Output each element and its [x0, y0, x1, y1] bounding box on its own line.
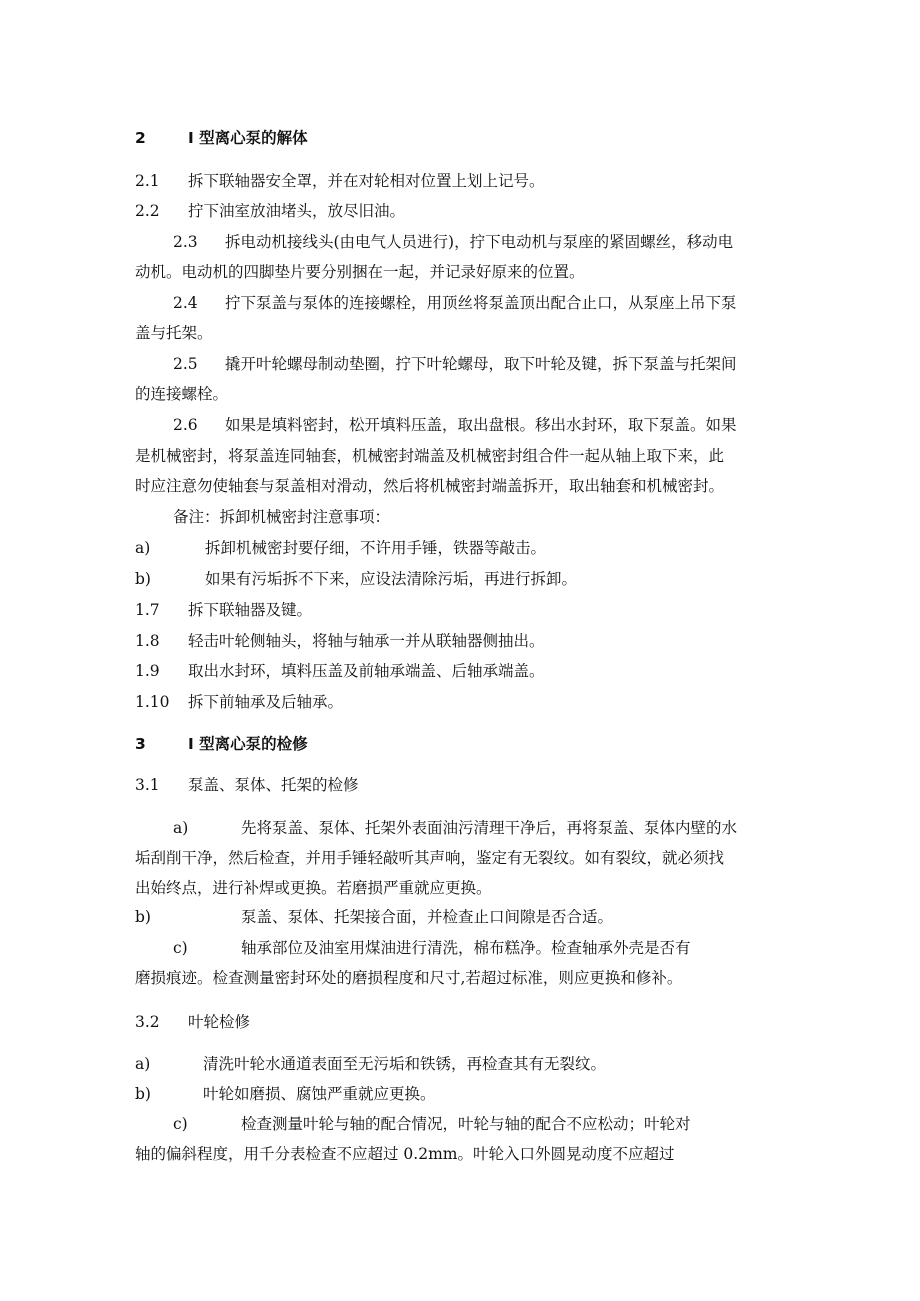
item-text-line-1: 拆电动机接线头(由电气人员进行)，拧下电动机与泵座的紧固螺丝，移动电 [225, 233, 734, 251]
item-text-line-2: 轴的偏斜程度，用千分表检查不应超过 0.2mm。叶轮入口外圆晃动度不应超过 [135, 1145, 675, 1163]
subsection-number: 3.1 [135, 776, 160, 794]
item-number: a) [135, 539, 151, 557]
item-text-line-1: 如果是填料密封，松开填料压盖，取出盘根。移出水封环，取下泵盖。如果 [225, 416, 737, 434]
item-number: 2.3 [173, 233, 198, 251]
item-text: 如果有污垢拆不下来，应设法清除污垢，再进行拆卸。 [205, 570, 578, 588]
item-number: b) [135, 570, 151, 588]
item-number: b) [135, 1085, 151, 1103]
item-text-line-1: 轴承部位及油室用煤油进行清洗，棉布糕净。检查轴承外壳是否有 [241, 939, 691, 957]
item-number: b) [135, 908, 151, 926]
item-text: 拆下联轴器安全罩，并在对轮相对位置上划上记号。 [188, 172, 545, 190]
item-text-line-1: 检查测量叶轮与轴的配合情况，叶轮与轴的配合不应松动；叶轮对 [241, 1115, 691, 1133]
item-number: 1.9 [135, 662, 160, 680]
item-number: 2.6 [173, 416, 198, 434]
item-number: c) [173, 939, 188, 957]
item-number: a) [135, 1055, 151, 1073]
item-text-line-2: 动机。电动机的四脚垫片要分别捆在一起，并记录好原来的位置。 [135, 263, 585, 281]
item-text-line-3: 时应注意勿使轴套与泵盖相对滑动，然后将机械密封端盖拆开，取出轴套和机械密封。 [135, 477, 725, 495]
item-text: 泵盖、泵体、托架接合面，并检查止口间隙是否合适。 [241, 908, 614, 926]
item-text-line-2: 的连接螺栓。 [135, 385, 229, 403]
subsection-title: 叶轮检修 [188, 1013, 251, 1031]
item-number: 1.10 [135, 693, 170, 711]
item-text: 拆卸机械密封要仔细，不许用手锤，铁器等敲击。 [205, 539, 547, 557]
item-text: 叶轮如磨损、腐蚀严重就应更换。 [203, 1085, 436, 1103]
item-text-line-1: 拧下泵盖与泵体的连接螺栓，用顶丝将泵盖顶出配合止口，从泵座上吊下泵 [225, 294, 737, 312]
item-number: 2.1 [135, 172, 160, 190]
item-text-line-1: 先将泵盖、泵体、托架外表面油污清理干净后，再将泵盖、泵体内壁的水 [241, 819, 738, 837]
item-text-line-2: 磨损痕迹。检查测量密封环处的磨损程度和尺寸,若超过标准，则应更换和修补。 [135, 969, 683, 987]
item-text: 拆下联轴器及键。 [188, 601, 313, 619]
subsection-title: 泵盖、泵体、托架的检修 [188, 776, 359, 794]
item-text-line-2: 盖与托架。 [135, 324, 213, 342]
item-text: 拧下油室放油堵头，放尽旧油。 [188, 202, 406, 220]
item-text: 取出水封环，填料压盖及前轴承端盖、后轴承端盖。 [188, 662, 545, 680]
item-text-line-1: 撬开叶轮螺母制动垫圈，拧下叶轮螺母，取下叶轮及键，拆下泵盖与托架间 [225, 355, 737, 373]
item-number: 1.8 [135, 632, 160, 650]
item-number: a) [173, 819, 189, 837]
item-number: 2.4 [173, 294, 198, 312]
section-number: 2 [135, 129, 146, 147]
item-number: 2.2 [135, 202, 160, 220]
item-text: 拆下前轴承及后轴承。 [188, 693, 344, 711]
item-text-line-3: 出始终点，进行补焊或更换。若磨损严重就应更换。 [135, 879, 492, 897]
item-number: 1.7 [135, 601, 160, 619]
item-number: 2.5 [173, 355, 198, 373]
subsection-number: 3.2 [135, 1013, 160, 1031]
item-text-line-2: 是机械密封，将泵盖连同轴套，机械密封端盖及机械密封组合件一起从轴上取下来，此 [135, 447, 725, 465]
item-number: c) [173, 1115, 188, 1133]
note-text: 备注：拆卸机械密封注意事项： [173, 508, 391, 526]
item-text: 清洗叶轮水通道表面至无污垢和铁锈，再检查其有无裂纹。 [203, 1055, 607, 1073]
item-text-line-2: 垢刮削干净，然后检查，并用手锤轻敲听其声响，鉴定有无裂纹。如有裂纹，就必须找 [135, 849, 725, 867]
item-text: 轻击叶轮侧轴头，将轴与轴承一并从联轴器侧抽出。 [188, 632, 545, 650]
section-title: I 型离心泵的解体 [188, 129, 308, 147]
section-title: I 型离心泵的检修 [188, 735, 308, 753]
section-number: 3 [135, 735, 146, 753]
